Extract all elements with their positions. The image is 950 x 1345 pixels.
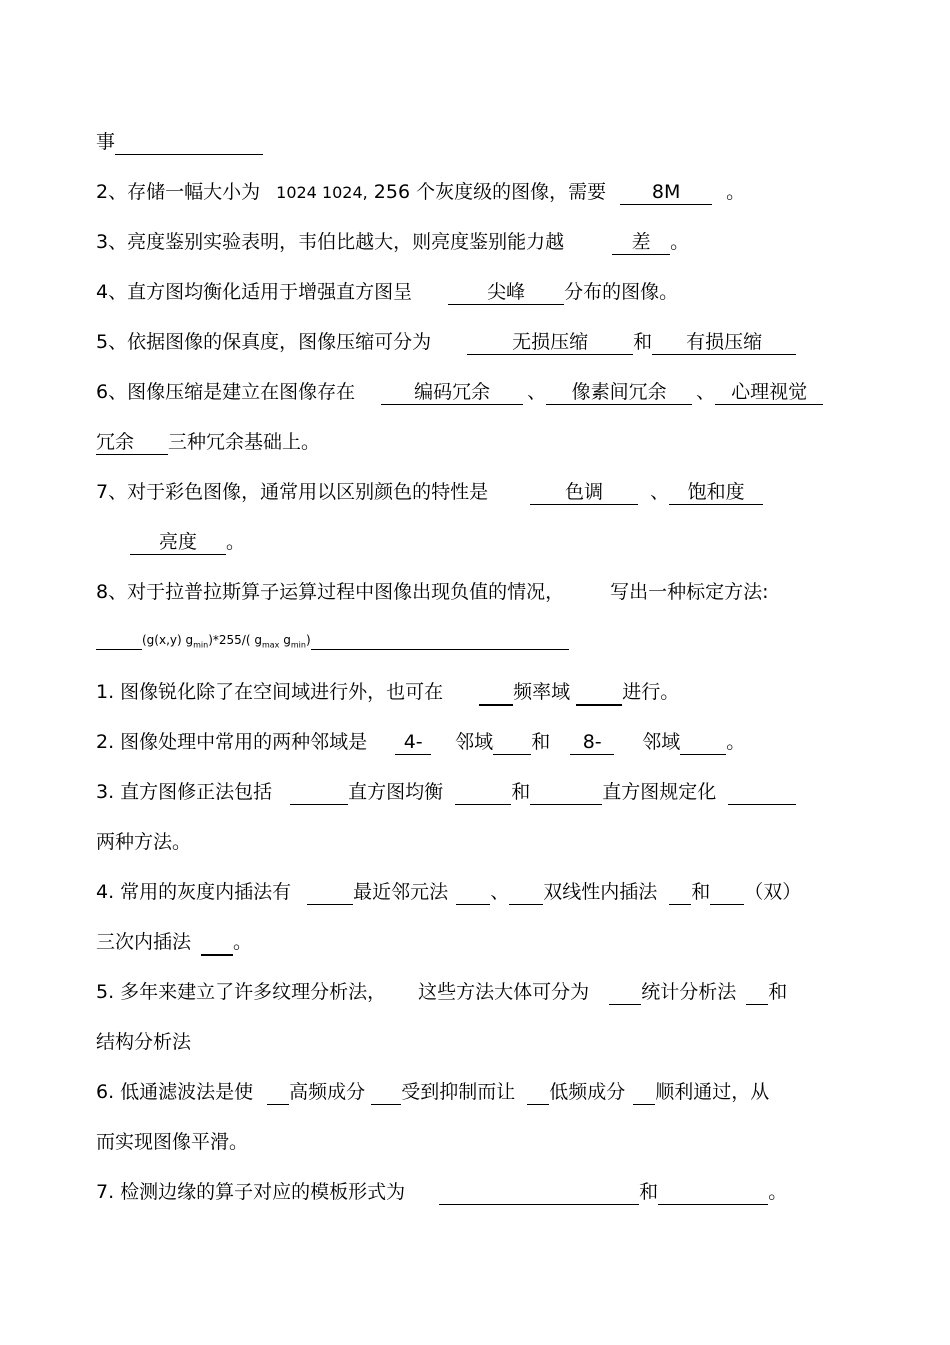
answer: 双线性内插法 — [543, 881, 658, 903]
q2-3-cont — [96, 828, 870, 856]
text: 、 — [490, 881, 510, 903]
text: 6、图像压缩是建立在图像存在 — [96, 381, 356, 403]
blank — [479, 680, 513, 706]
text: 。 — [726, 731, 746, 753]
question-4-histogram — [96, 278, 870, 306]
blank — [669, 880, 691, 905]
text: 1024 1024, — [276, 183, 368, 202]
text: 和 — [531, 731, 551, 753]
answer: 8M — [620, 180, 712, 205]
text: 。 — [726, 181, 746, 203]
text: 和 — [768, 981, 788, 1003]
formula-text: )*255/( g — [208, 633, 262, 647]
text: 和 — [639, 1181, 659, 1203]
blank — [201, 930, 233, 956]
blank — [680, 730, 726, 755]
text: 5. 多年来建立了许多纹理分析法， — [96, 981, 387, 1003]
text: 。 — [670, 231, 690, 253]
question-2-storage — [96, 178, 870, 207]
blank — [307, 880, 353, 905]
question-7-cont — [130, 528, 870, 556]
text: 、 — [527, 381, 547, 403]
q2-2-neighborhood — [96, 728, 870, 756]
text: 8、对于拉普拉斯算子运算过程中图像出现负值的情况， — [96, 581, 565, 603]
answer: 直方图均衡 — [348, 781, 444, 803]
text: 分布的图像。 — [564, 281, 679, 303]
formula-text: (g(x,y) g — [142, 633, 194, 647]
answer: 直方图规定化 — [602, 781, 717, 803]
blank — [455, 780, 511, 805]
text: 3. 直方图修正法包括 — [96, 781, 273, 803]
blank — [530, 780, 602, 805]
text: 这些方法大体可分为 — [418, 981, 590, 1003]
q2-6-cont — [96, 1128, 870, 1156]
q2-5-texture — [96, 978, 870, 1006]
blank — [710, 880, 744, 905]
text: 邻域 — [455, 731, 494, 753]
q2-6-lowpass — [96, 1078, 870, 1106]
answer: 尖峰 — [448, 280, 564, 305]
q2-4-cont — [96, 928, 870, 956]
blank — [746, 980, 768, 1005]
question-8-laplacian — [96, 578, 870, 606]
text: 、 — [650, 481, 670, 503]
text: 256 个灰度级的图像，需要 — [373, 181, 607, 203]
text: 7、对于彩色图像，通常用以区别颜色的特性是 — [96, 481, 489, 503]
question-6-cont — [96, 428, 870, 456]
blank — [493, 730, 531, 755]
text: 2. 图像处理中常用的两种邻域是 — [96, 731, 368, 753]
blank — [267, 1080, 289, 1105]
subscript: max — [261, 640, 280, 650]
answer: 编码冗余 — [381, 380, 523, 405]
blank — [371, 1080, 401, 1105]
blank — [456, 880, 490, 905]
answer: 高频成分 — [289, 1081, 366, 1103]
text: 结构分析法 — [96, 1031, 192, 1053]
text: （双） — [744, 881, 802, 903]
answer: 4- — [395, 730, 431, 755]
text: 和 — [633, 331, 653, 353]
question-5-compression — [96, 328, 870, 356]
answer: 饱和度 — [669, 480, 763, 505]
blank — [609, 980, 641, 1005]
text: 写出一种标定方法: — [610, 581, 769, 603]
q2-4-interpolation — [96, 878, 870, 906]
text: 受到抑制而让 — [401, 1081, 516, 1103]
subscript: min — [290, 640, 306, 650]
text: 事 — [96, 131, 116, 153]
answer: 最近邻元法 — [353, 881, 449, 903]
text: 、 — [696, 381, 716, 403]
answer: 冗余 — [96, 430, 168, 455]
answer: 统计分析法 — [641, 981, 737, 1003]
answer: 差 — [612, 230, 670, 255]
blank — [576, 680, 622, 706]
q2-5-cont — [96, 1028, 870, 1056]
text: 3、亮度鉴别实验表明，韦伯比越大，则亮度鉴别能力越 — [96, 231, 565, 253]
blank — [96, 631, 142, 650]
text: 而实现图像平滑。 — [96, 1131, 249, 1153]
blank — [439, 1180, 639, 1205]
q2-3-histogram — [96, 778, 870, 806]
text: 邻域 — [642, 731, 681, 753]
text: 两种方法。 — [96, 831, 192, 853]
text: 1. 图像锐化除了在空间域进行外，也可在 — [96, 681, 444, 703]
text: 。 — [768, 1181, 788, 1203]
answer: 心理视觉 — [715, 380, 823, 405]
blank — [527, 1080, 549, 1105]
text: 和 — [511, 781, 531, 803]
text: 4、直方图均衡化适用于增强直方图呈 — [96, 281, 413, 303]
answer: 亮度 — [130, 530, 226, 555]
blank — [311, 631, 569, 650]
blank — [728, 780, 796, 805]
text: 4. 常用的灰度内插法有 — [96, 881, 292, 903]
text: 进行。 — [622, 681, 680, 703]
text: 2、存储一幅大小为 — [96, 181, 261, 203]
q2-7-edge — [96, 1178, 870, 1206]
formula-text: g — [279, 633, 291, 647]
question-7-color — [96, 478, 870, 506]
text: 5、依据图像的保真度，图像压缩可分为 — [96, 331, 432, 353]
blank — [115, 130, 263, 155]
question-3-brightness — [96, 228, 870, 256]
blank — [658, 1180, 768, 1205]
answer: 低频成分 — [549, 1081, 626, 1103]
answer: 有损压缩 — [652, 330, 796, 355]
text: 三种冗余基础上。 — [168, 431, 321, 453]
answer: 像素间冗余 — [546, 380, 692, 405]
text: 和 — [691, 881, 711, 903]
formula-line — [96, 626, 870, 659]
formula-text: ) — [305, 633, 311, 647]
text: 7. 检测边缘的算子对应的模板形式为 — [96, 1181, 406, 1203]
text: 。 — [226, 531, 246, 553]
text: 6. 低通滤波法是使 — [96, 1081, 254, 1103]
q2-1-sharpen — [96, 678, 870, 706]
blank — [633, 1080, 655, 1105]
answer: 色调 — [530, 480, 638, 505]
line-fragment — [96, 128, 870, 156]
text: 顺利通过，从 — [655, 1081, 770, 1103]
answer: 无损压缩 — [467, 330, 633, 355]
text: 。 — [233, 931, 253, 953]
answer: 频率域 — [513, 681, 571, 703]
question-6-redundancy — [96, 378, 870, 406]
subscript: min — [193, 640, 209, 650]
answer: 8- — [570, 730, 614, 755]
text: 三次内插法 — [96, 931, 192, 953]
blank — [509, 880, 543, 905]
blank — [290, 780, 348, 805]
